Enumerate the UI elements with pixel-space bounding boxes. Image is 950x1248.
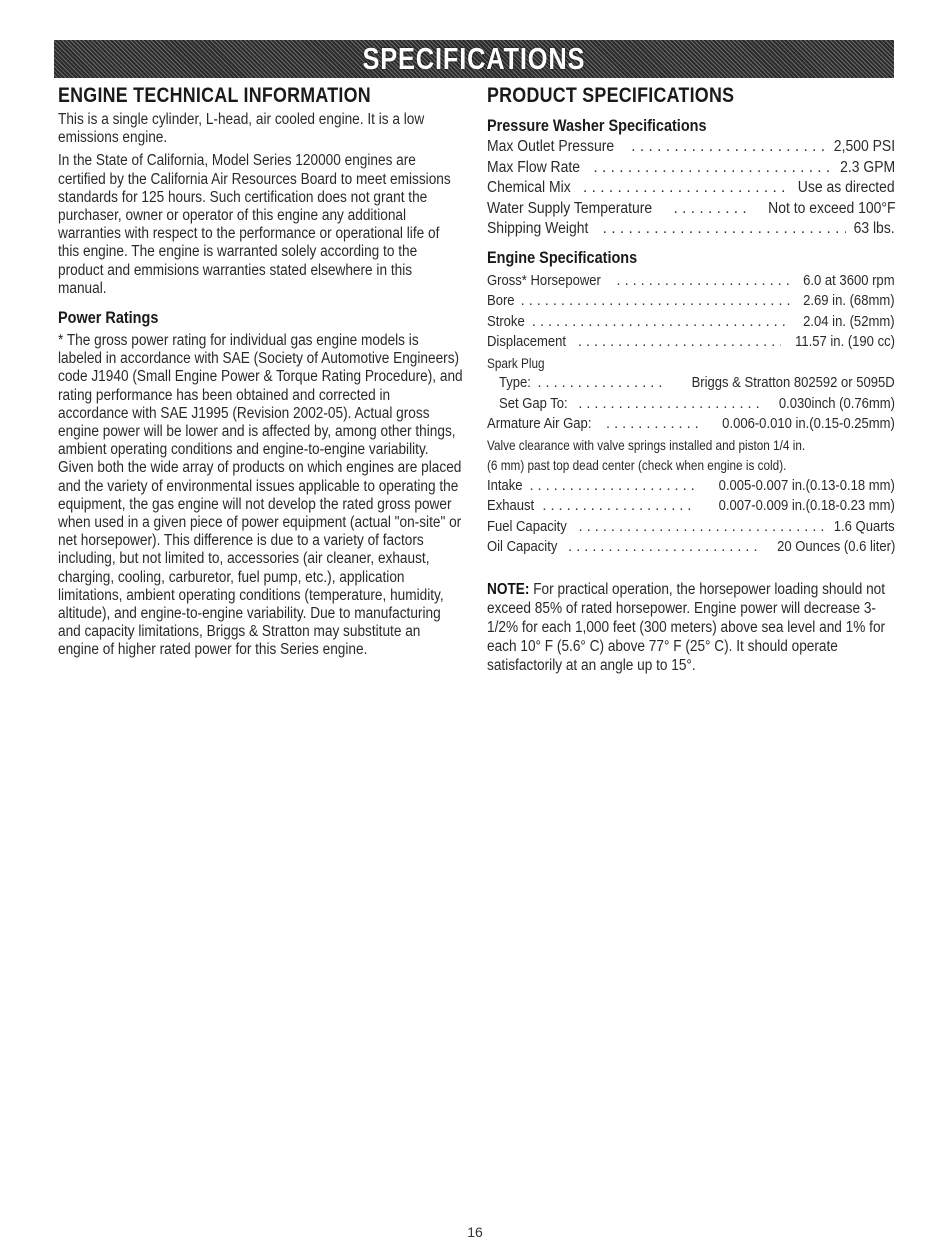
dot-leader: [542, 496, 696, 517]
spec-label: Max Flow Rate: [487, 158, 581, 176]
spec-label: Shipping Weight: [487, 220, 589, 237]
left-column: [58, 84, 463, 660]
engine-paragraph-2: In the State of California, Model Series 120000 engines are certified by the California Air Resources Board to meet emissions standards for 125 hours. Such certification does not grant the purchaser, owner or operator of this engine any additional warranties with respect to the performance or operational life of this engine. The engine is warranted solely according to the product and emmisions warranties stated elsewhere in this manual.: [58, 152, 451, 297]
spec-row: [487, 199, 895, 220]
banner-title: SPECIFICATIONS: [362, 41, 586, 76]
spec-value: 6.0 at 3600 rpm: [803, 272, 895, 289]
dot-leader: [578, 394, 763, 415]
dot-leader: [568, 537, 760, 558]
pressure-washer-heading: Pressure Washer Specifications: [487, 116, 707, 135]
engine-specifications-heading: Engine Specifications: [487, 247, 638, 267]
dot-leader: [530, 476, 697, 497]
spec-row: [487, 312, 895, 333]
dot-leader: [674, 199, 751, 220]
spec-value: 2.3 GPM: [839, 158, 895, 176]
pressure-specs-list: [487, 137, 895, 240]
spec-row: [487, 137, 895, 158]
power-ratings-heading: Power Ratings: [58, 308, 159, 328]
dot-leader: [631, 137, 824, 158]
spec-label: Exhaust: [487, 498, 535, 514]
dot-leader: [606, 414, 700, 435]
spec-row: [487, 394, 895, 415]
spec-label: Fuel Capacity: [487, 518, 567, 535]
spec-label: Stroke: [487, 313, 525, 330]
spec-row: [487, 517, 895, 538]
spec-value: 20 Ounces (0.6 liter): [776, 539, 895, 555]
spec-value: 63 lbs.: [853, 220, 895, 237]
spec-row: [487, 496, 895, 517]
spec-label: Bore: [487, 293, 515, 309]
spec-label: Max Outlet Pressure: [487, 138, 615, 155]
power-ratings-paragraph: * The gross power rating for individual gas engine models is labeled in accordance with SAE (Society of Automotive Engineers) code J1940 (Small Engine Power & Torque Rating Procedure), and rating performance has been obtained and corrected in accordance with SAE J1995 (Revision 2002-05). Actual gross engine power will be lower and is affected by, among other things, ambient operating conditions and engine-to-engine variability. Given both the wide array of products on which engines are placed and the variety of environmental issues applicable to operating the equipment, the gas engine will not develop the rated gross power when used in a given piece of power equipment (actual "on-site" or net horsepower). This difference is due to a variety of factors including, but not limited to, accessories (air cleaner, exhaust, charging, cooling, carburetor, fuel pump, etc.), application limitations, ambient operating conditions (temperature, humidity, altitude), and engine-to-engine variability. Due to manufacturing and capacity limitations, Briggs & Stratton may substitute an engine of higher rated power for this Series engine.: [58, 332, 463, 659]
spec-label: Gross* Horsepower: [487, 272, 601, 289]
spec-row: [487, 537, 895, 558]
spec-row: [487, 219, 895, 240]
spec-label: Oil Capacity: [487, 539, 558, 555]
engine-technical-heading: ENGINE TECHNICAL INFORMATION: [58, 84, 371, 107]
engine-paragraph-1: This is a single cylinder, L-head, air cooled engine. It is a low emissions engine.: [58, 111, 425, 147]
spec-row: [487, 373, 895, 394]
spec-label: Armature Air Gap:: [487, 416, 592, 432]
right-column: [487, 84, 895, 675]
spec-row: [487, 414, 895, 435]
spark-plug-label: Spark Plug: [487, 354, 545, 371]
spec-value: 0.007-0.009 in.(0.18-0.23 mm): [718, 498, 895, 514]
product-specifications-heading: PRODUCT SPECIFICATIONS: [487, 84, 735, 107]
spec-row: [487, 476, 895, 497]
dot-leader: [579, 517, 825, 538]
dot-leader: [537, 373, 666, 394]
note-text: For practical operation, the horsepower loading should not exceed 85% of rated horsepower. Engine power will decrease 3-1/2% for each 1,000 feet (300 meters) above sea level and 1% for each 10° F (5.6° C) above 77° F (25° C). It should operate satisfactorily at an angle up to 15°.: [487, 580, 886, 674]
dot-leader: [593, 158, 830, 179]
spec-value: 2.04 in. (52mm): [803, 313, 895, 330]
dot-leader: [617, 271, 791, 292]
spec-row: [487, 271, 895, 292]
spec-value: 11.57 in. (190 cc): [795, 334, 895, 350]
spec-value: 0.030inch (0.76mm): [778, 395, 895, 412]
spec-label: Type:: [499, 375, 531, 391]
dot-leader: [532, 312, 791, 333]
spec-row: [487, 158, 895, 179]
spec-value: Briggs & Stratton 802592 or 5095D: [691, 375, 895, 391]
spec-value: 0.005-0.007 in.(0.13-0.18 mm): [718, 477, 895, 494]
valve-clearance-line-2: (6 mm) past top dead center (check when engine is cold).: [487, 457, 787, 473]
dot-leader: [583, 178, 784, 199]
spec-row: [487, 291, 895, 312]
specifications-banner: [54, 40, 894, 78]
dot-leader: [521, 291, 791, 312]
spec-label: Chemical Mix: [487, 179, 571, 196]
page-number: 16: [467, 1224, 483, 1240]
spec-value: 1.6 Quarts: [834, 518, 895, 535]
dot-leader: [578, 332, 781, 353]
engine-specs-list: [487, 271, 895, 558]
note-label: NOTE:: [487, 580, 530, 598]
spec-value: Not to exceed 100°F: [767, 199, 895, 217]
spec-row: [487, 178, 895, 199]
spec-label: Water Supply Temperature: [487, 199, 653, 217]
note-paragraph: [487, 580, 894, 675]
spec-row: [487, 332, 895, 353]
spec-value: 0.006-0.010 in.(0.15-0.25mm): [722, 416, 895, 432]
dot-leader: [603, 219, 847, 240]
valve-clearance-line-1: Valve clearance with valve springs installed and piston 1/4 in.: [487, 436, 806, 453]
spec-label: Displacement: [487, 334, 567, 350]
spec-label: Set Gap To:: [499, 395, 568, 412]
spec-value: Use as directed: [798, 179, 895, 196]
spec-value: 2,500 PSI: [833, 138, 895, 155]
spec-value: 2.69 in. (68mm): [803, 293, 895, 309]
spec-label: Intake: [487, 477, 523, 494]
